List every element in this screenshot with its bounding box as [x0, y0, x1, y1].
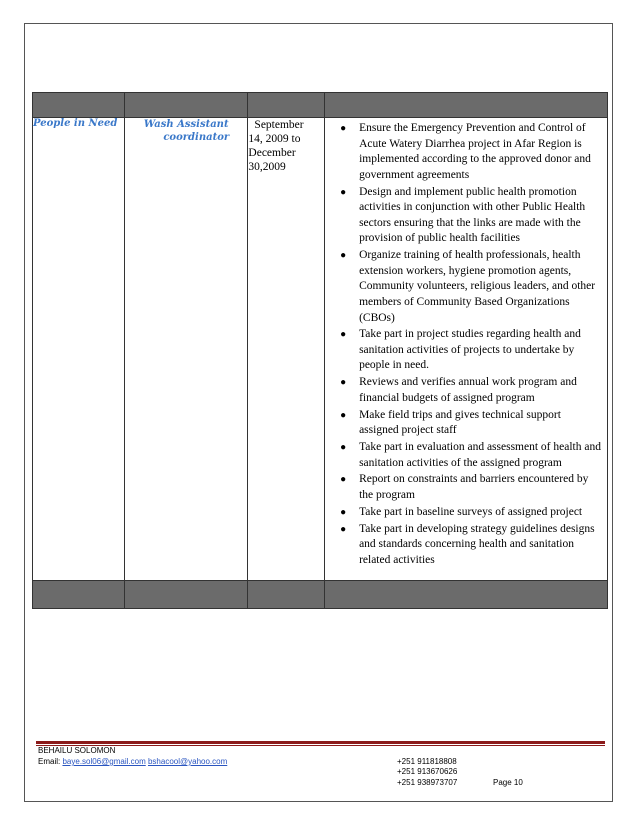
bullet-icon: ● [340, 123, 347, 134]
email-row [38, 757, 227, 766]
author-name: BEHAILU SOLOMON [38, 746, 116, 755]
duty-item: ● Make field trips and gives technical support assigned project staff [340, 408, 561, 437]
duty-item: ● Organize training of health professionals, health extension workers, hygiene promotion agents, Community volunteers, religious leaders, and other members of Community Based Organizations (CBOs) [340, 249, 596, 324]
phone-number: +251 911818808 [397, 757, 457, 766]
bullet-icon: ● [340, 474, 347, 486]
period-line-4: 30,2009 [248, 161, 286, 173]
phone-list [397, 757, 457, 788]
position-cell [125, 118, 248, 581]
duty-item: ● Take part in baseline surveys of assigned project [339, 505, 603, 521]
duty-item: ● Design and implement public health promotion activities in conjunction with other Public Health sectors ensuring that the links are made with the provision of public health facilities [340, 185, 586, 245]
organization-cell: People in Need [33, 118, 125, 581]
bullet-icon: ● [340, 186, 347, 198]
position-line-2: coordinator [163, 132, 230, 143]
period-line-2: 14, 2009 to [248, 133, 301, 145]
duty-item: ● Take part in evaluation and assessment of health and sanitation activities of the assigned program [340, 441, 601, 469]
table-header-row [33, 93, 608, 118]
period-line-3: December [248, 147, 296, 159]
experience-table [32, 92, 608, 609]
email-link-gmail[interactable]: baye.sol06@gmail.com [62, 757, 146, 766]
duty-item: ● Take part in developing strategy guidelines designs and standards concerning health and sanitation related activities [340, 522, 595, 566]
bullet-icon: ● [340, 523, 347, 535]
position-line-1: Wash Assistant [143, 119, 229, 130]
phone-number: +251 938973707 [397, 777, 458, 787]
duty-item: ● Ensure the Emergency Prevention and Control of Acute Watery Diarrhea project in Afar Region is implemented according to the approved donor and government agreements [340, 122, 591, 181]
phone-number: +251 913670626 [397, 767, 458, 777]
bullet-icon: ● [340, 250, 347, 262]
period-cell [248, 118, 325, 581]
bullet-icon: ● [340, 377, 347, 389]
duties-list [325, 118, 607, 580]
email-label: Email: [38, 757, 61, 766]
experience-row [33, 118, 608, 581]
bullet-icon: ● [340, 409, 347, 421]
duty-item: ● Take part in project studies regarding health and sanitation activities of projects to undertake by people in need. [340, 328, 581, 372]
footer-divider [36, 741, 605, 744]
page-number: Page 10 [493, 778, 523, 787]
footer-divider-thin [36, 745, 605, 746]
duty-item: ● Reviews and verifies annual work program and financial budgets of assigned program [340, 376, 577, 404]
duty-item: ● Report on constraints and barriers encountered by the program [340, 473, 589, 501]
bullet-icon: ● [340, 506, 347, 518]
email-link-yahoo[interactable]: bshacool@yahoo.com [147, 757, 228, 766]
bullet-icon: ● [340, 442, 347, 453]
period-line-1: September [254, 119, 304, 131]
bullet-icon: ● [340, 329, 347, 341]
duties-cell [325, 118, 608, 581]
table-footer-row [33, 580, 608, 608]
